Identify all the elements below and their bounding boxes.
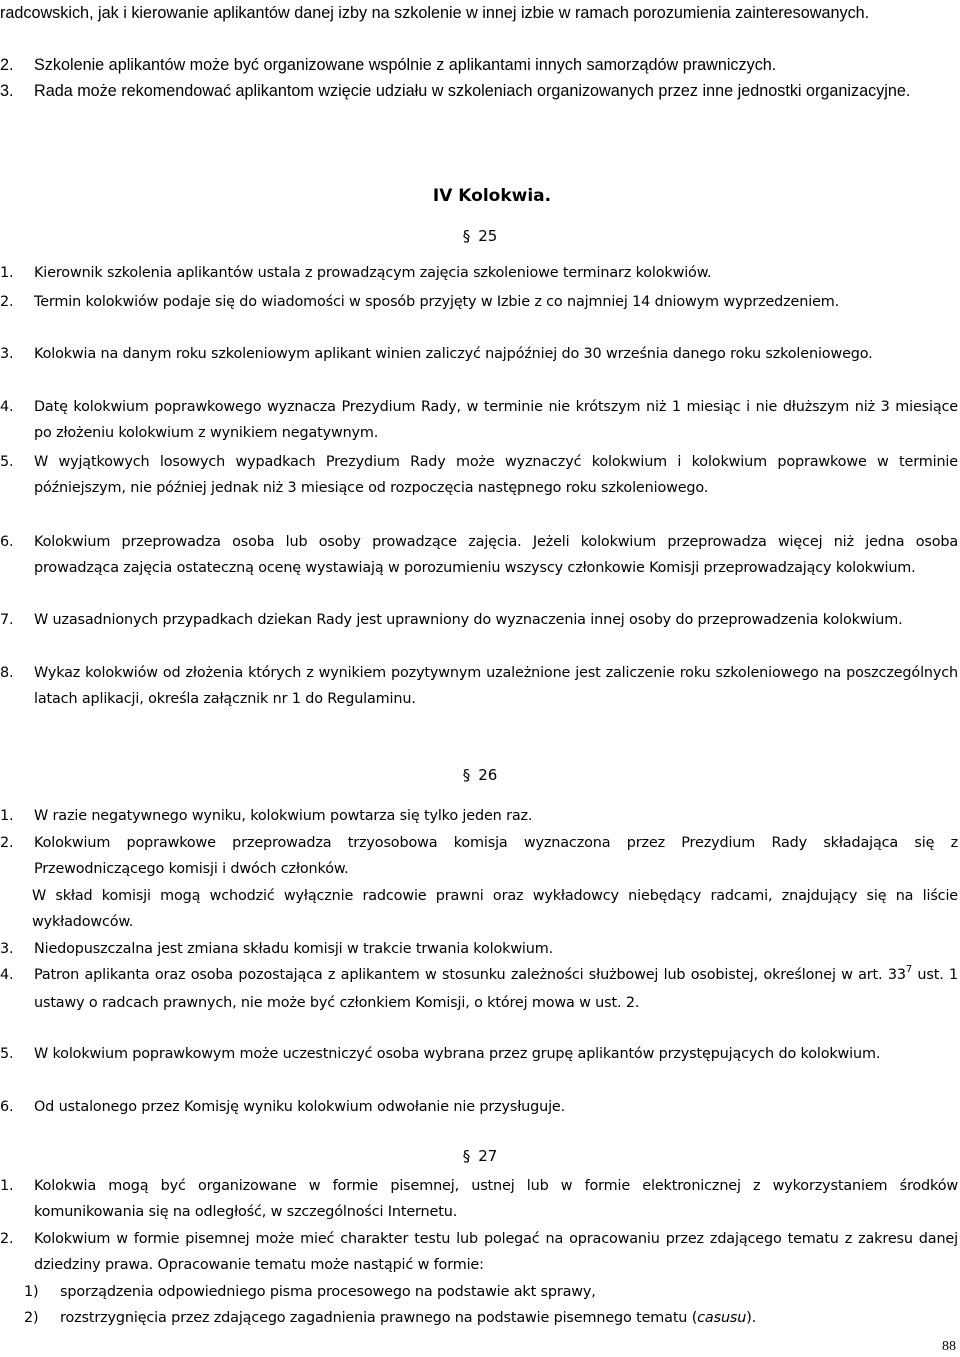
list-item	[0, 936, 958, 962]
list-item-text: Szkolenie aplikantów może być organizowane wspólnie z aplikantami innych samorządów prawniczych.	[34, 56, 777, 74]
list-item-text: Termin kolokwiów podaje się do wiadomości w sposób przyjęty w Izbie z co najmniej 14 dniowym wyprzedzeniem.	[34, 294, 840, 310]
text-part: ust. 1 ustawy o radcach prawnych, nie może być członkiem Komisji, o której mowa w ust. 2.	[34, 967, 959, 1011]
paragraph-text: W skład komisji mogą wchodzić wyłącznie radcowie prawni oraz wykładowcy niebędący radcami, znajdujący się na liście wykładowców.	[32, 888, 958, 930]
list-item-number: 3.	[0, 346, 14, 362]
sub-list-item-text	[60, 1305, 958, 1331]
list-item	[0, 341, 958, 367]
list-item-text: Od ustalonego przez Komisję wyniku kolokwium odwołanie nie przysługuje.	[34, 1099, 566, 1115]
list-item	[0, 449, 958, 501]
page-number: 88	[942, 1339, 956, 1354]
chapter-title: IV Kolokwia.	[432, 186, 552, 206]
paragraph	[32, 883, 958, 935]
list-item	[0, 52, 958, 78]
section-heading	[0, 1147, 960, 1165]
list-item-number: 2.	[0, 835, 14, 851]
list-item	[0, 1041, 958, 1067]
list-item-number: 1.	[0, 808, 14, 824]
section-sign: §	[462, 766, 471, 784]
text-part: rozstrzygnięcia przez zdającego zagadnienia prawnego na podstawie pisemnego tematu (	[60, 1310, 698, 1326]
sub-list-item	[24, 1305, 958, 1331]
list-item	[0, 289, 958, 315]
list-item-number: 2.	[0, 56, 14, 74]
list-item-text: Kolokwia na danym roku szkoleniowym aplikant winien zaliczyć najpóźniej do 30 września danego roku szkoleniowego.	[34, 346, 873, 362]
list-item	[0, 78, 958, 104]
list-item-number: 6.	[0, 1099, 14, 1115]
list-item-number: 3.	[0, 941, 14, 957]
list-item	[0, 660, 958, 712]
list-item-text: W kolokwium poprawkowym może uczestniczyć osoba wybrana przez grupę aplikantów przystępujących do kolokwium.	[34, 1046, 881, 1062]
list-item-text: Kolokwium poprawkowe przeprowadza trzyosobowa komisja wyznaczona przez Prezydium Rady składająca się z Przewodniczącego komisji i dwóch członków.	[34, 835, 958, 877]
list-item-number: 3.	[0, 82, 14, 100]
sub-list-item-number: 2)	[24, 1310, 39, 1326]
sub-list-item-text: sporządzenia odpowiedniego pisma procesowego na podstawie akt sprawy,	[60, 1284, 596, 1300]
list-item-number: 2.	[0, 1231, 14, 1247]
list-item-text: W wyjątkowych losowych wypadkach Prezydium Rady może wyznaczyć kolokwium i kolokwium poprawkowe w terminie późniejszym, nie później jednak niż 3 miesiące od rozpoczęcia następnego roku szkoleniowego.	[34, 454, 958, 496]
section-heading	[0, 766, 960, 784]
text-part: Patron aplikanta oraz osoba pozostająca z aplikantem w stosunku zależności służbowej lub osobistej, określonej w art. 33	[34, 967, 906, 983]
section-number: 27	[478, 1147, 498, 1165]
superscript: 7	[905, 964, 913, 975]
italic-text: casusu	[697, 1310, 747, 1326]
list-item	[0, 1094, 958, 1120]
list-item	[0, 607, 958, 633]
list-item-text: Kierownik szkolenia aplikantów ustala z prowadzącym zajęcia szkoleniowe terminarz kolokwiów.	[34, 265, 712, 281]
sub-list-item-number: 1)	[24, 1284, 39, 1300]
list-item-number: 5.	[0, 1046, 14, 1062]
list-item-number: 2.	[0, 294, 14, 310]
section-sign: §	[462, 227, 471, 245]
section-heading	[0, 227, 960, 245]
list-item-number: 4.	[0, 967, 14, 983]
list-item-text: Kolokwium przeprowadza osoba lub osoby prowadzące zajęcia. Jeżeli kolokwium przeprowadza więcej niż jedna osoba prowadząca zajęcia ostateczną ocenę wystawiają w porozumieniu wszyscy członkowie Komisji przeprowadzający kolokwium.	[34, 534, 958, 576]
text-part: ).	[746, 1310, 757, 1326]
list-item	[0, 830, 958, 882]
list-item	[0, 803, 958, 829]
list-item-number: 5.	[0, 454, 14, 470]
list-item-number: 7.	[0, 612, 14, 628]
list-item-text: Kolokwium w formie pisemnej może mieć charakter testu lub polegać na opracowaniu przez zdającego tematu z zakresu danej dziedziny prawa. Opracowanie tematu może nastąpić w formie:	[34, 1231, 958, 1273]
list-item-text: W uzasadnionych przypadkach dziekan Rady jest uprawniony do wyznaczenia innej osoby do przeprowadzenia kolokwium.	[34, 612, 903, 628]
list-item-text: W razie negatywnego wyniku, kolokwium powtarza się tylko jeden raz.	[34, 808, 533, 824]
list-item-number: 1.	[0, 1178, 14, 1194]
section-number: 25	[478, 227, 498, 245]
list-item-number: 8.	[0, 665, 14, 681]
list-item-text: Niedopuszczalna jest zmiana składu komisji w trakcie trwania kolokwium.	[34, 941, 554, 957]
list-item	[0, 394, 958, 446]
list-item-number: 4.	[0, 399, 14, 415]
list-item-number: 6.	[0, 534, 14, 550]
list-item	[0, 529, 958, 581]
list-item	[0, 1173, 958, 1225]
sub-list-item	[24, 1279, 958, 1305]
list-item	[0, 1226, 958, 1278]
list-item-text: Rada może rekomendować aplikantom wzięcie udziału w szkoleniach organizowanych przez inne jednostki organizacyjne.	[34, 82, 911, 100]
list-item-text: Kolokwia mogą być organizowane w formie pisemnej, ustnej lub w formie elektronicznej z wykorzystaniem środków komunikowania się na odległość, w szczególności Internetu.	[34, 1178, 958, 1220]
paragraph-continuation	[0, 0, 958, 26]
list-item-text: Wykaz kolokwiów od złożenia których z wynikiem pozytywnym uzależnione jest zaliczenie roku szkoleniowego na poszczególnych latach aplikacji, określa załącznik nr 1 do Regulaminu.	[34, 665, 958, 707]
list-item	[0, 260, 958, 286]
list-item-text	[34, 962, 958, 1016]
list-item-number: 1.	[0, 265, 14, 281]
list-item-text: Datę kolokwium poprawkowego wyznacza Prezydium Rady, w terminie nie krótszym niż 1 miesiąc i nie dłuższym niż 3 miesiące po złożeniu kolokwium z wynikiem negatywnym.	[34, 399, 958, 441]
list-item	[0, 962, 958, 1016]
section-sign: §	[462, 1147, 471, 1165]
paragraph-text: radcowskich, jak i kierowanie aplikantów danej izby na szkolenie w innej izbie w ramach porozumienia zainteresowanych.	[0, 4, 870, 22]
section-number: 26	[478, 766, 498, 784]
